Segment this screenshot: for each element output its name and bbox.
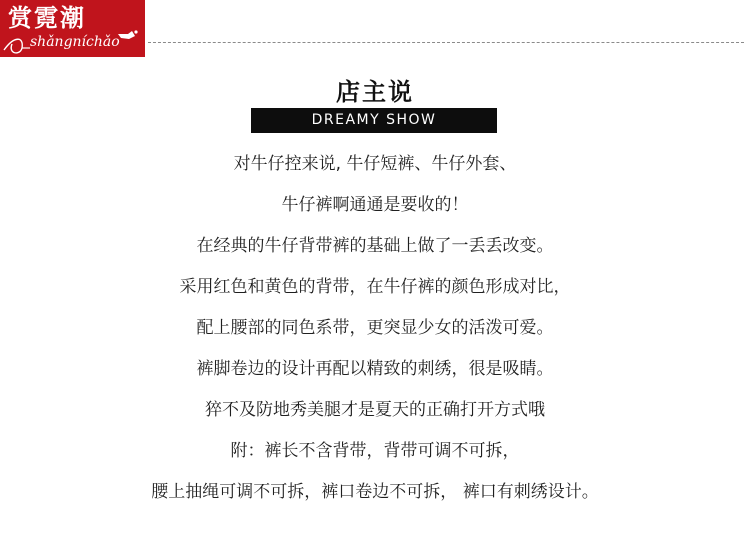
description-line: 对牛仔控来说, 牛仔短裤、牛仔外套、 <box>233 154 517 174</box>
description-line: 裤脚卷边的设计再配以精致的刺绣，很是吸睛。 <box>196 359 554 379</box>
description-line: 附：裤长不含背带，背带可调不可拆， <box>230 441 520 461</box>
description-line: 采用红色和黄色的背带，在牛仔裤的颜色形成对比， <box>179 277 571 297</box>
description-line: 配上腰部的同色系带，更突显少女的活泼可爱。 <box>196 318 554 338</box>
description-line: 猝不及防地秀美腿才是夏天的正确打开方式哦 <box>205 400 545 420</box>
logo-pinyin: shǎngníchǎo <box>30 34 120 50</box>
description-line: 牛仔裤啊通通是要收的！ <box>281 195 469 215</box>
description-line: 在经典的牛仔背带裤的基础上做了一丢丢改变。 <box>196 236 554 256</box>
brand-logo <box>0 0 145 57</box>
logo-chinese-name: 赏霓潮 <box>8 3 86 32</box>
product-description <box>0 150 750 519</box>
description-line: 腰上抽绳可调不可拆，裤口卷边不可拆， 裤口有刺绣设计。 <box>151 482 599 502</box>
header-dashed-divider <box>148 42 744 43</box>
section-title: 店主说 <box>336 78 414 106</box>
section-subtitle-banner: DREAMY SHOW <box>251 108 497 133</box>
